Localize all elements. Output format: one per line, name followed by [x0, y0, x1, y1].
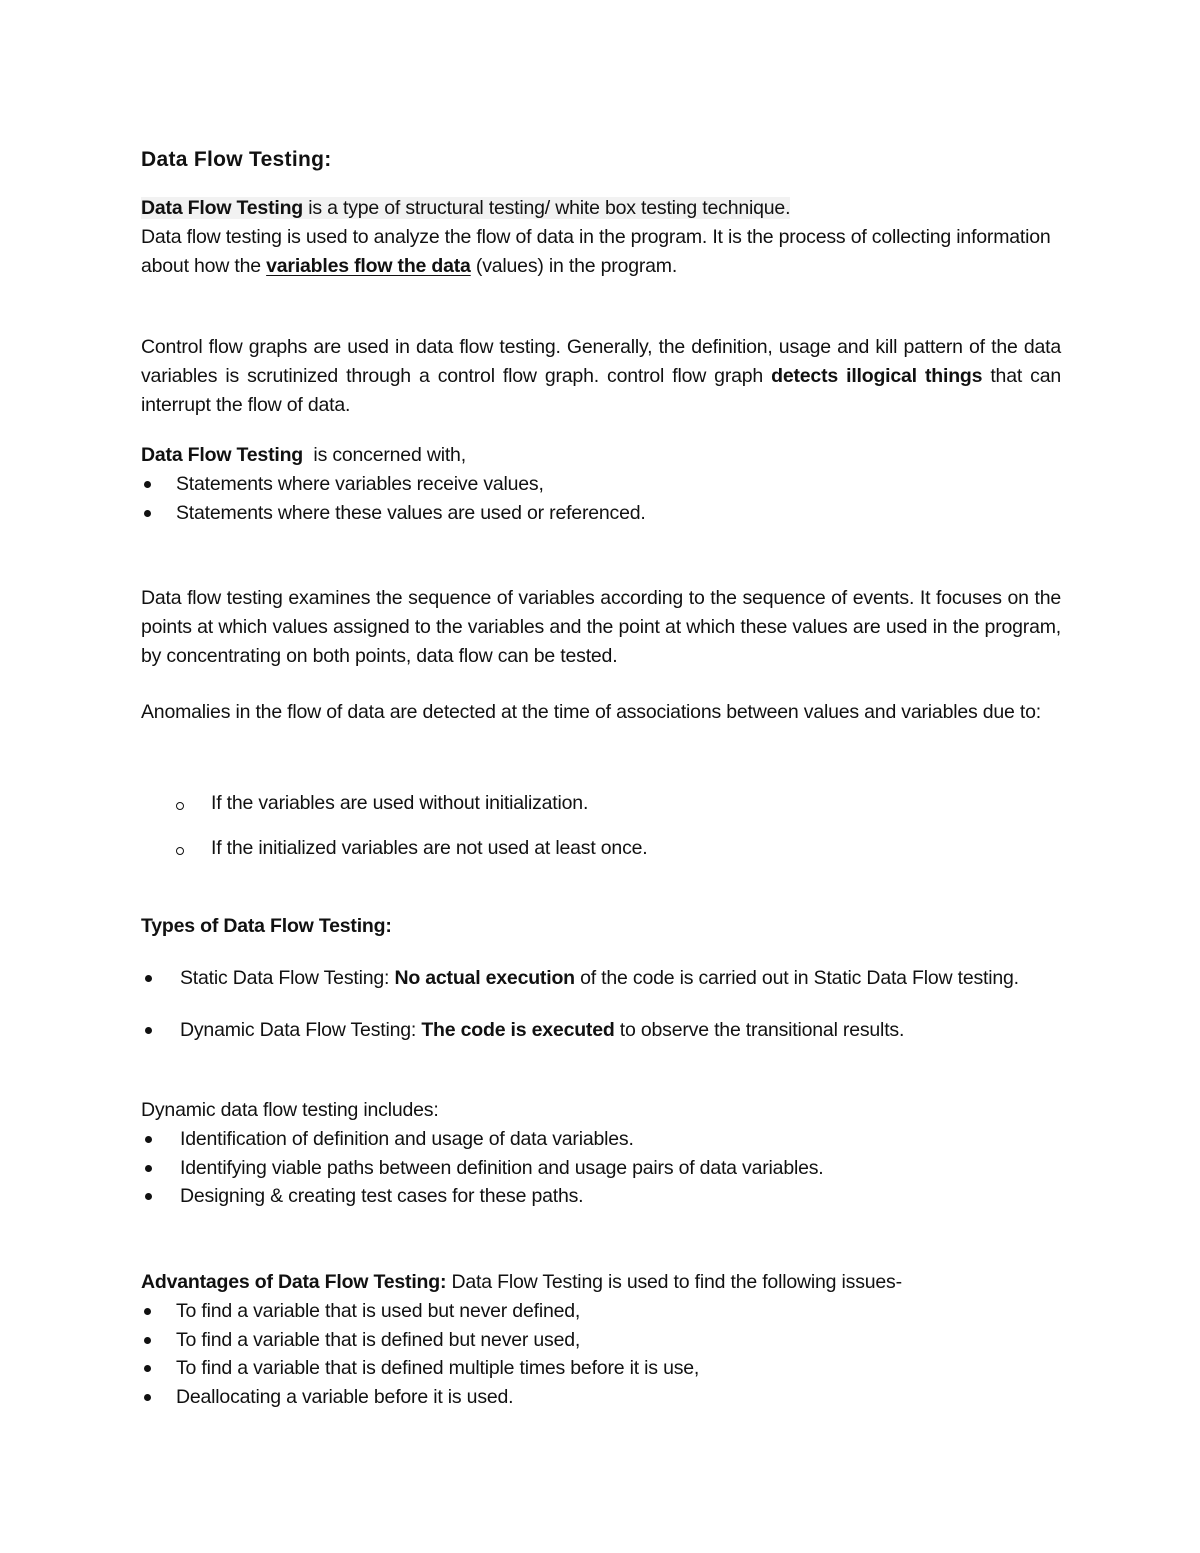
- list-item: Deallocating a variable before it is used.: [141, 1383, 1061, 1412]
- list-item: Identification of definition and usage of data variables.: [141, 1125, 1061, 1154]
- anomalies-list: [141, 789, 1061, 863]
- control-flow-end: that can interrupt the flow of data.: [141, 364, 1061, 416]
- examines-paragraph: Data flow testing examines the sequence of variables according to the sequence of events. It focuses on the points at which values assigned to the variables and the point at which these values are used in the program, by concentrating on both points, data flow can be tested.: [141, 587, 1061, 667]
- types-list: [141, 964, 1061, 1045]
- intro-highlight: [141, 197, 790, 219]
- dynamic-text: to observe the transitional results.: [614, 1018, 905, 1041]
- list-item: Statements where these values are used or referenced.: [141, 499, 1061, 528]
- list-item: Identifying viable paths between definition and usage pairs of data variables.: [141, 1154, 1061, 1183]
- static-label: Static Data Flow Testing:: [180, 967, 395, 989]
- intro-line1-text: is a type of structural testing/ white box testing technique.: [303, 197, 791, 219]
- list-item: To find a variable that is defined but never used,: [141, 1326, 1061, 1355]
- dynamic-includes-list: [141, 1125, 1061, 1211]
- intro-term: Data Flow Testing: [141, 197, 303, 219]
- control-flow-paragraph: [141, 333, 1061, 419]
- concerned-heading-text: is concerned with,: [303, 444, 466, 466]
- dynamic-includes-section: [141, 1096, 1061, 1211]
- concerned-section: [141, 441, 1061, 527]
- concerned-heading-term: Data Flow Testing: [141, 444, 303, 466]
- list-item-static: [141, 964, 1061, 993]
- advantages-heading: [141, 1268, 1061, 1297]
- list-item: To find a variable that is used but never defined,: [141, 1297, 1061, 1326]
- dynamic-includes-heading: Dynamic data flow testing includes:: [141, 1099, 439, 1121]
- advantages-heading-text: Data Flow Testing is used to find the following issues-: [446, 1271, 902, 1293]
- control-flow-bold: detects illogical things: [771, 364, 983, 387]
- intro-line2-text: Data flow testing is used to analyze the flow of data in the program. It is the process of collecting information about how the: [141, 225, 1051, 277]
- types-heading: [141, 912, 1061, 941]
- list-item: If the initialized variables are not used at least once.: [141, 834, 1061, 863]
- list-item: If the variables are used without initialization.: [141, 789, 1061, 818]
- intro-line2-end: (values) in the program.: [470, 254, 678, 277]
- list-item: Statements where variables receive values,: [141, 470, 1061, 499]
- list-item-dynamic: [141, 1016, 1061, 1045]
- anomalies-paragraph: Anomalies in the flow of data are detected at the time of associations between values and variables due to:: [141, 701, 1041, 723]
- list-item: To find a variable that is defined multiple times before it is use,: [141, 1354, 1061, 1383]
- intro-underlined-phrase: variables flow the data: [266, 254, 471, 277]
- control-flow-text: Control flow graphs are used in data flow testing. Generally, the definition, usage and kill pattern of the data variables is scrutinized through a control flow graph. control flow graph: [141, 336, 1061, 387]
- page-title: Data Flow Testing:: [141, 148, 332, 171]
- advantages-list: [141, 1297, 1061, 1412]
- intro-paragraph: [141, 194, 1061, 280]
- dynamic-label: Dynamic Data Flow Testing:: [180, 1018, 422, 1041]
- advantages-section: [141, 1268, 1061, 1412]
- concerned-list: [141, 470, 1061, 528]
- static-bold: No actual execution: [394, 967, 575, 989]
- list-item: Designing & creating test cases for these paths.: [141, 1182, 1061, 1211]
- static-text: of the code is carried out in Static Data Flow testing.: [574, 967, 1019, 989]
- types-heading-text: Types of Data Flow Testing:: [141, 915, 392, 937]
- concerned-heading: [141, 441, 1061, 470]
- advantages-heading-term: Advantages of Data Flow Testing:: [141, 1271, 447, 1293]
- dynamic-bold: The code is executed: [421, 1018, 615, 1041]
